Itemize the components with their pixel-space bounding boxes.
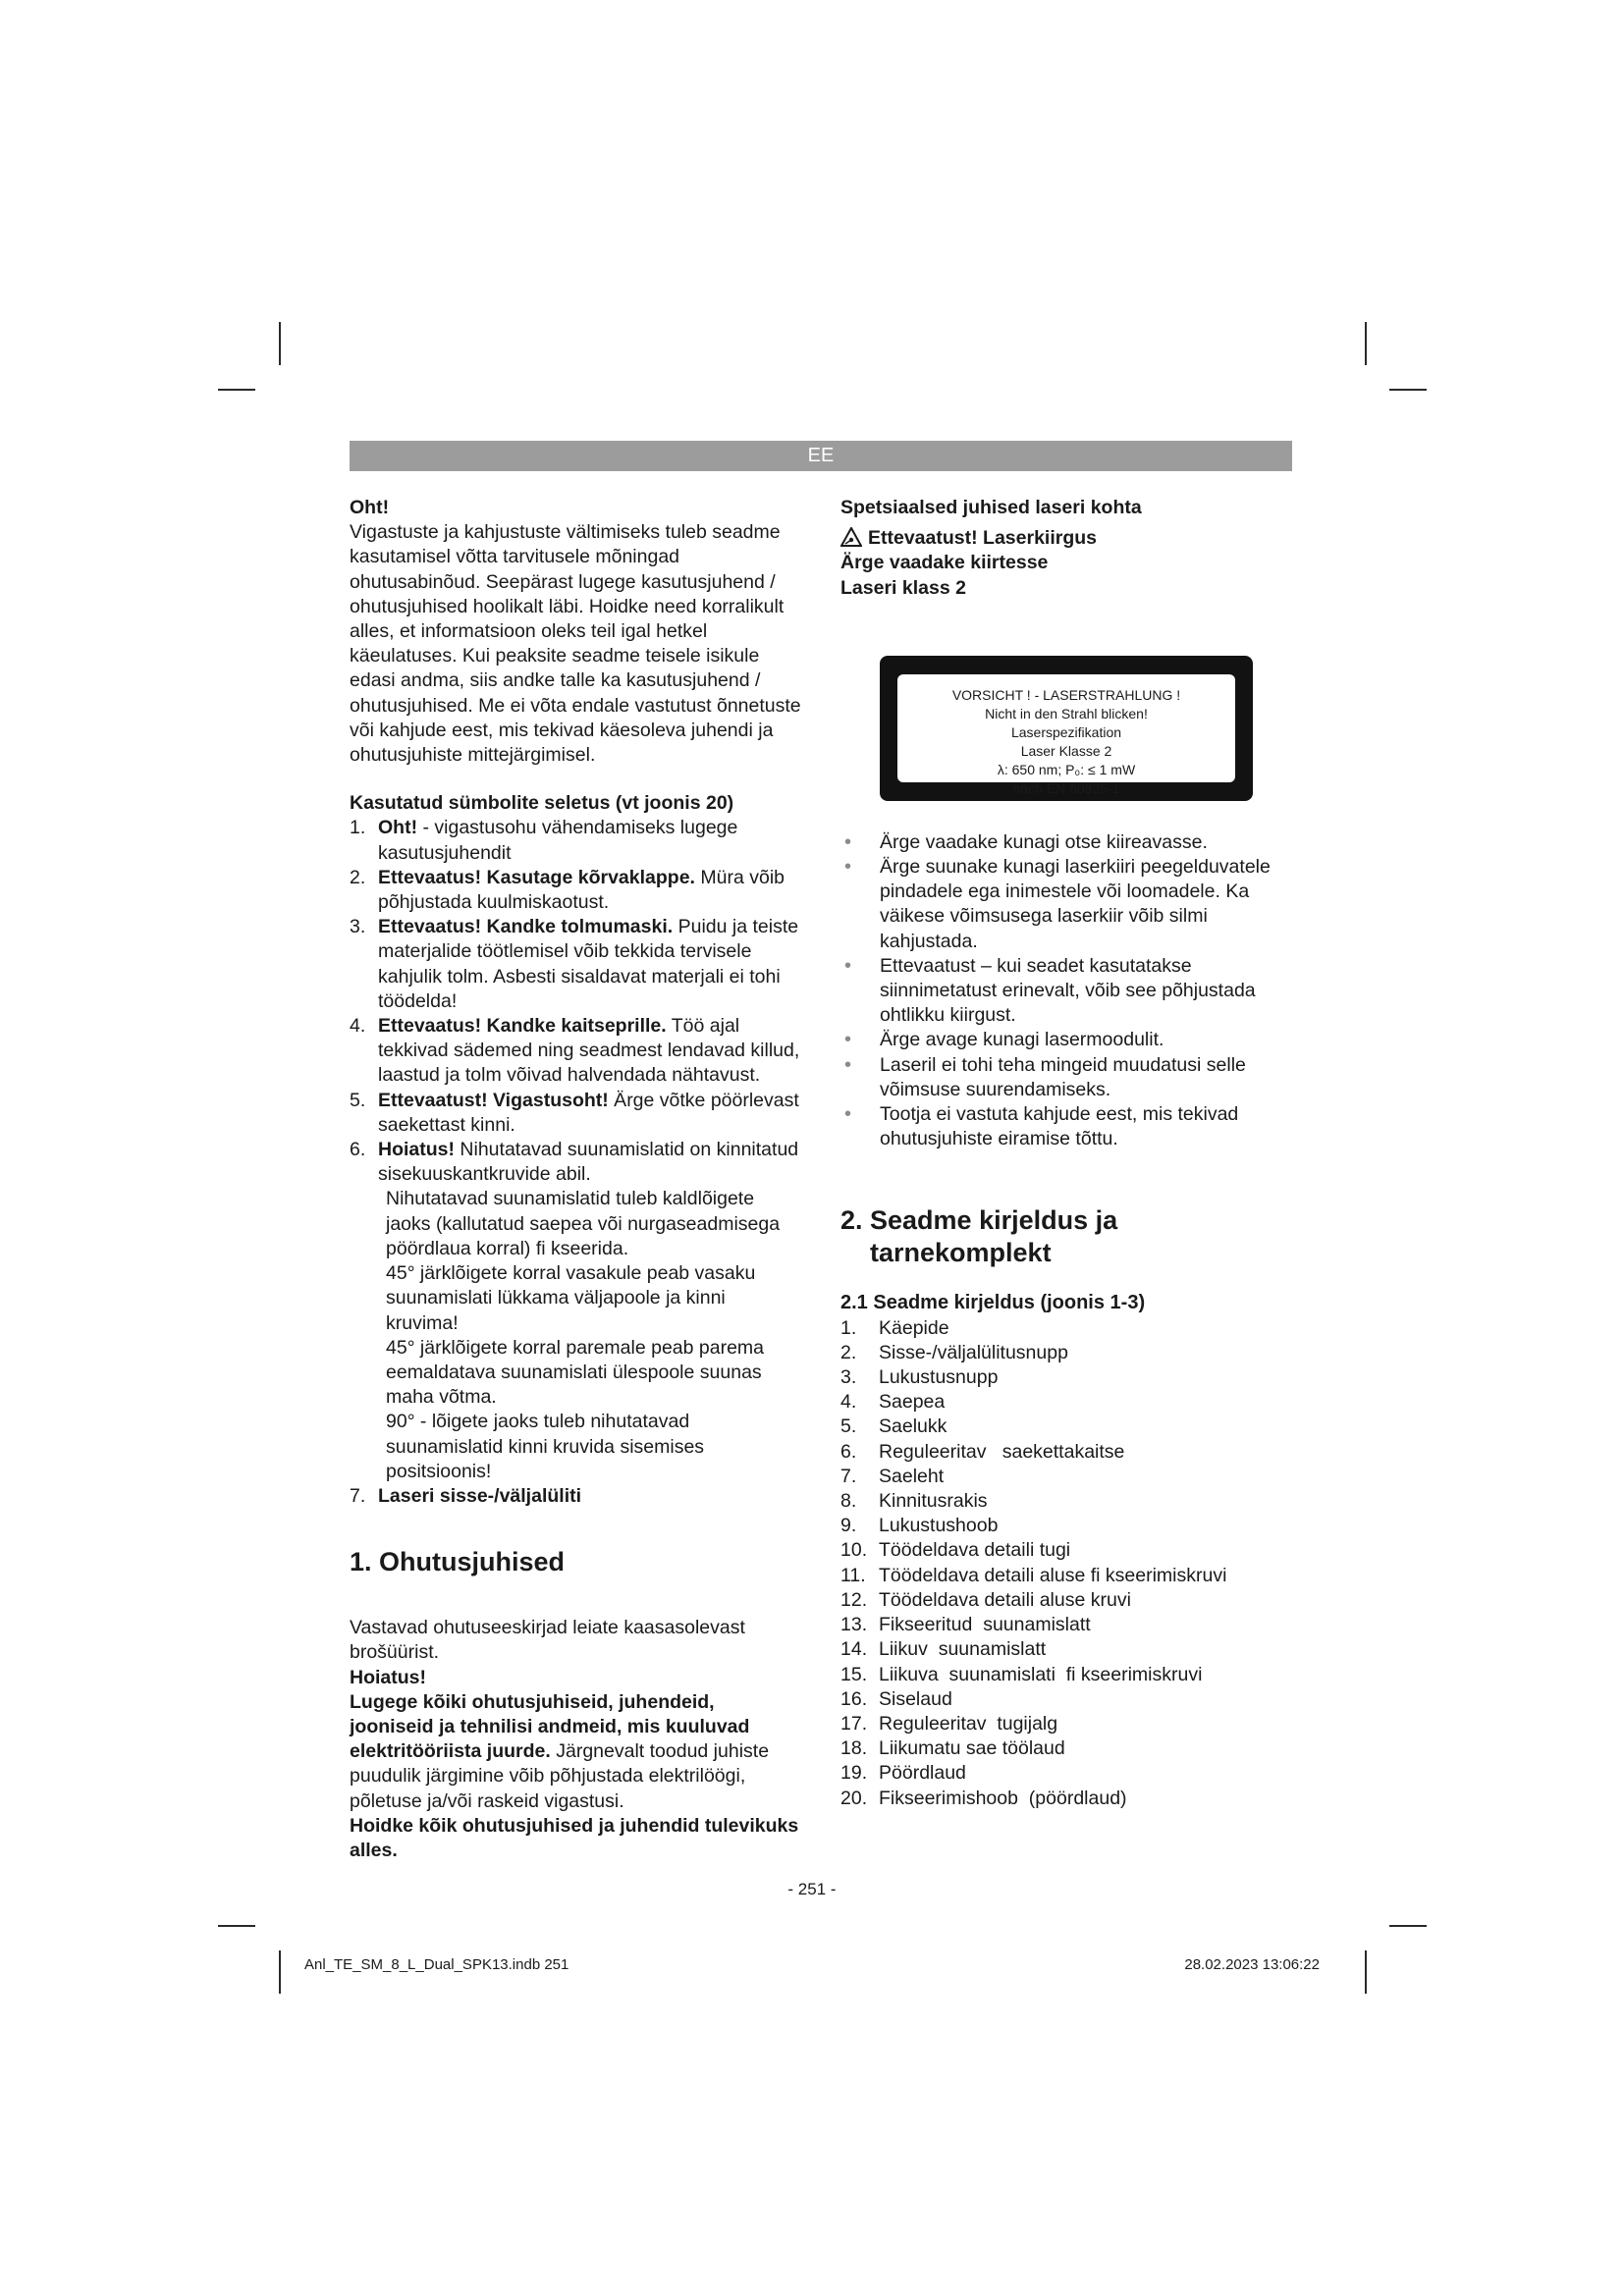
part-number: 17. <box>840 1712 868 1735</box>
symbol-text: Ärge võtke pöörlevast saekettast kinni. <box>378 1089 799 1136</box>
symbol-item <box>350 1484 801 1509</box>
part-number: 1. <box>840 1316 857 1339</box>
warning-label: Hoiatus! <box>350 1666 426 1688</box>
part-item <box>840 1365 1296 1390</box>
part-item <box>840 1538 1296 1563</box>
safety-intro: Vastavad ohutuseeskirjad leiate kaasasolevast brošüürist. <box>350 1617 745 1664</box>
part-label: Sisse-/väljalülitusnupp <box>879 1341 1068 1363</box>
crop-mark <box>218 389 255 391</box>
part-item <box>840 1564 1296 1588</box>
part-label: Siselaud <box>879 1687 952 1710</box>
symbol-number: 5. <box>350 1089 366 1111</box>
part-item <box>840 1637 1296 1662</box>
laser-bullets <box>840 830 1296 1152</box>
part-label: Töödeldava detaili aluse kruvi <box>879 1588 1131 1611</box>
language-header: EE <box>350 441 1292 471</box>
part-number: 2. <box>840 1341 857 1363</box>
part-number: 5. <box>840 1415 857 1438</box>
part-number: 12. <box>840 1588 868 1611</box>
part-number: 6. <box>840 1440 857 1463</box>
laser-class: Laseri klass 2 <box>840 576 966 599</box>
symbol-text: Nihutatavad suunamislatid on kinnitatud sisekuuskantkruvide abil. <box>378 1139 799 1186</box>
part-number: 11. <box>840 1564 866 1586</box>
part-number: 13. <box>840 1614 868 1636</box>
part-item <box>840 1663 1296 1687</box>
section-2-title-line2: tarnekomplekt <box>870 1238 1052 1268</box>
warning-normal: Järgnevalt toodud juhiste puudulik järgimine võib põhjustada elektrilöögi, põletuse ja/või raskeid vigastusi. <box>350 1740 770 1812</box>
symbol-extra-text: 90° - lõigete jaoks tuleb nihutatavad suunamislatid kinni kruvida sisemises positsioonis! <box>386 1411 705 1482</box>
laser-label-line: nach EN 60825-1 <box>1012 779 1120 796</box>
laser-bullet-item: • Laseril ei tohi teha mingeid muudatusi selle võimsuse suurendamiseks. <box>840 1053 1296 1102</box>
laser-warning <box>840 526 1296 551</box>
symbol-text: Töö ajal tekkivad sädemed ning seadmest lendavad killud, laastud ja tolm võivad halvendada nähtavust. <box>378 1015 800 1087</box>
laser-label-line: Nicht in den Strahl blicken! <box>985 705 1148 721</box>
laser-label <box>880 656 1253 801</box>
part-label: Kinnitusrakis <box>879 1490 988 1513</box>
symbol-text: Puidu ja teiste materjalide töötlemisel võib tekkida tervisele kahjulik tolm. Asbesti sisaldavat materjali ei tohi töödelda! <box>378 916 799 1012</box>
part-item <box>840 1514 1296 1538</box>
symbol-number: 4. <box>350 1015 366 1038</box>
symbol-item <box>350 1089 801 1138</box>
part-item <box>840 1712 1296 1736</box>
part-item <box>840 1687 1296 1712</box>
laser-label-inner <box>897 674 1235 796</box>
part-item <box>840 1415 1296 1439</box>
page-number: - 251 - <box>787 1880 837 1898</box>
symbol-title: Ettevaatus! Kandke kaitseprille. <box>378 1015 667 1038</box>
symbols-list <box>350 816 801 1509</box>
parts-list <box>840 1316 1296 1811</box>
laser-label-line: VORSICHT ! - LASERSTRAHLUNG ! <box>951 686 1181 703</box>
crop-mark <box>218 1925 255 1927</box>
part-label: Saelukk <box>879 1415 947 1438</box>
laser-label-line: Laser Klasse 2 <box>1020 742 1112 759</box>
symbol-item <box>350 915 801 1014</box>
part-item <box>840 1316 1296 1341</box>
footer-file: Anl_TE_SM_8_L_Dual_SPK13.indb 251 <box>304 1956 569 1973</box>
laser-label-line: λ: 650 nm; P₀: ≤ 1 mW <box>997 761 1136 777</box>
symbol-extra-text: 45° järklõigete korral vasakule peab vasaku suunamislati lükkama väljapoole ja kinni kruvima! <box>386 1262 756 1334</box>
part-label: Saepea <box>879 1391 946 1414</box>
part-label: Lukustushoob <box>879 1515 999 1537</box>
crop-mark <box>1389 1925 1427 1927</box>
part-number: 20. <box>840 1787 868 1809</box>
laser-bullet-item: • Ettevaatust – kui seadet kasutatakse siinnimetatust erinevalt, võib see põhjustada ohtlikku kiirgust. <box>840 954 1296 1029</box>
part-label: Fikseerimishoob (pöördlaud) <box>879 1787 1127 1809</box>
section-1-title: 1. Ohutusjuhised <box>350 1547 566 1577</box>
symbol-title: Laseri sisse-/väljalüliti <box>378 1484 582 1507</box>
laser-bullet-item: • Tootja ei vastuta kahjude eest, mis tekivad ohutusjuhiste eiramise tõttu. <box>840 1102 1296 1151</box>
footer-datetime: 28.02.2023 13:06:22 <box>1184 1956 1320 1973</box>
symbol-title: Oht! <box>378 817 418 839</box>
crop-mark <box>1365 1950 1367 1994</box>
part-number: 3. <box>840 1366 857 1389</box>
danger-text: Vigastuste ja kahjustuste vältimiseks tuleb seadme kasutamisel võtta tarvitusele mõningad ohutusabinõud. Seepärast lugege kasutusjuhend / ohutusjuhised hoolikalt läbi. Hoidke need korralikult alles, et informatsioon oleks teil igal hetkel käeulatuses. Kui peaksite seadme teisele isikule edasi andma, siis andke talle ka kasutusjuhend / ohutusjuhised. Me ei võta endale vastutust õnnetuste või kahjude eest, mis tekivad käesoleva juhendi ja ohutusjuhiste mittejärgimisel. <box>350 521 801 767</box>
part-item <box>840 1736 1296 1761</box>
symbol-number: 2. <box>350 866 366 888</box>
part-number: 10. <box>840 1539 868 1562</box>
keep-instructions: Hoidke kõik ohutusjuhised ja juhendid tulevikuks alles. <box>350 1814 799 1861</box>
part-number: 9. <box>840 1515 857 1537</box>
part-number: 7. <box>840 1465 857 1487</box>
section-2-1-title: 2.1 Seadme kirjeldus (joonis 1-3) <box>840 1292 1146 1314</box>
symbol-number: 3. <box>350 916 366 938</box>
part-number: 18. <box>840 1737 868 1760</box>
symbols-heading: Kasutatud sümbolite seletus (vt joonis 20) <box>350 792 734 815</box>
laser-label-line: Laserspezifikation <box>1010 723 1122 740</box>
part-number: 14. <box>840 1638 868 1661</box>
part-label: Töödeldava detaili tugi <box>879 1539 1071 1562</box>
crop-mark <box>279 1950 281 1994</box>
part-item <box>840 1390 1296 1415</box>
part-item <box>840 1440 1296 1465</box>
part-label: Reguleeritav tugijalg <box>879 1712 1058 1735</box>
laser-bullet-item: • Ärge suunake kunagi laserkiiri peegelduvatele pindadele ega inimestele või loomadele. Ka väikese võimsusega laserkiir võib silmi kahjustada. <box>840 855 1296 954</box>
symbol-item <box>350 866 801 915</box>
left-column <box>350 496 801 1863</box>
warning-text <box>350 1690 801 1814</box>
part-label: Töödeldava detaili aluse fi kseerimiskruvi <box>879 1564 1227 1586</box>
laser-warning-icon <box>840 527 862 547</box>
part-number: 4. <box>840 1391 857 1414</box>
part-number: 19. <box>840 1762 868 1785</box>
right-column <box>840 496 1296 1811</box>
symbol-extra-text: 45° järklõigete korral paremale peab parema eemaldatava suunamislati ülespoole suunas maha võtma. <box>386 1336 765 1409</box>
part-number: 16. <box>840 1687 868 1710</box>
part-item <box>840 1341 1296 1365</box>
warning-bold: Lugege kõiki ohutusjuhiseid, juhendeid, jooniseid ja tehnilisi andmeid, mis kuuluvad elektritööriista juurde. <box>350 1690 750 1763</box>
part-item <box>840 1588 1296 1613</box>
part-label: Liikuv suunamislatt <box>879 1638 1047 1661</box>
crop-mark <box>279 322 281 365</box>
symbol-text: - vigastusohu vähendamiseks lugege kasutusjuhendit <box>378 817 738 864</box>
symbol-number: 1. <box>350 817 366 839</box>
laser-heading: Spetsiaalsed juhised laseri kohta <box>840 497 1142 518</box>
part-item <box>840 1489 1296 1514</box>
symbol-item <box>350 1014 801 1089</box>
part-number: 15. <box>840 1663 868 1685</box>
part-item <box>840 1465 1296 1489</box>
symbol-title: Ettevaatust! Vigastusoht! <box>378 1089 609 1111</box>
part-item <box>840 1787 1296 1811</box>
part-label: Käepide <box>879 1316 949 1339</box>
part-label: Fikseeritud suunamislatt <box>879 1614 1091 1636</box>
laser-bullet-item: • Ärge avage kunagi lasermoodulit. <box>840 1028 1296 1052</box>
symbol-title: Hoiatus! <box>378 1139 455 1161</box>
laser-warning-text: Ettevaatust! Laserkiirgus <box>868 527 1098 550</box>
symbol-extra-text: Nihutatavad suunamislatid tuleb kaldlõigete jaoks (kallutatud saepea või nurgaseadmisega pöördlaua korral) fi kseerida. <box>386 1188 781 1259</box>
part-label: Pöördlaud <box>879 1762 966 1785</box>
part-label: Liikuva suunamislati fi kseerimiskruvi <box>879 1663 1203 1685</box>
symbol-text: Müra võib põhjustada kuulmiskaotust. <box>378 866 785 914</box>
symbol-number: 6. <box>350 1139 366 1161</box>
part-number: 8. <box>840 1490 857 1513</box>
symbol-item <box>350 1138 801 1484</box>
crop-mark <box>1389 389 1427 391</box>
part-label: Lukustusnupp <box>879 1366 999 1389</box>
part-label: Reguleeritav saekettakaitse <box>879 1440 1125 1463</box>
danger-heading: Oht! <box>350 497 390 518</box>
symbol-item <box>350 816 801 865</box>
crop-mark <box>1365 322 1367 365</box>
section-2-title <box>840 1204 1296 1269</box>
symbol-title: Ettevaatus! Kasutage kõrvaklappe. <box>378 866 695 888</box>
section-2-title-line1: 2. Seadme kirjeldus ja <box>840 1205 1118 1236</box>
part-item <box>840 1613 1296 1637</box>
part-label: Saeleht <box>879 1465 945 1487</box>
laser-bullet-item: • Ärge vaadake kunagi otse kiireavasse. <box>840 830 1296 855</box>
part-item <box>840 1761 1296 1786</box>
part-label: Liikumatu sae töölaud <box>879 1737 1065 1760</box>
symbol-title: Ettevaatus! Kandke tolmumaski. <box>378 916 674 938</box>
symbol-number: 7. <box>350 1484 366 1507</box>
laser-do-not-look: Ärge vaadake kiirtesse <box>840 552 1049 574</box>
